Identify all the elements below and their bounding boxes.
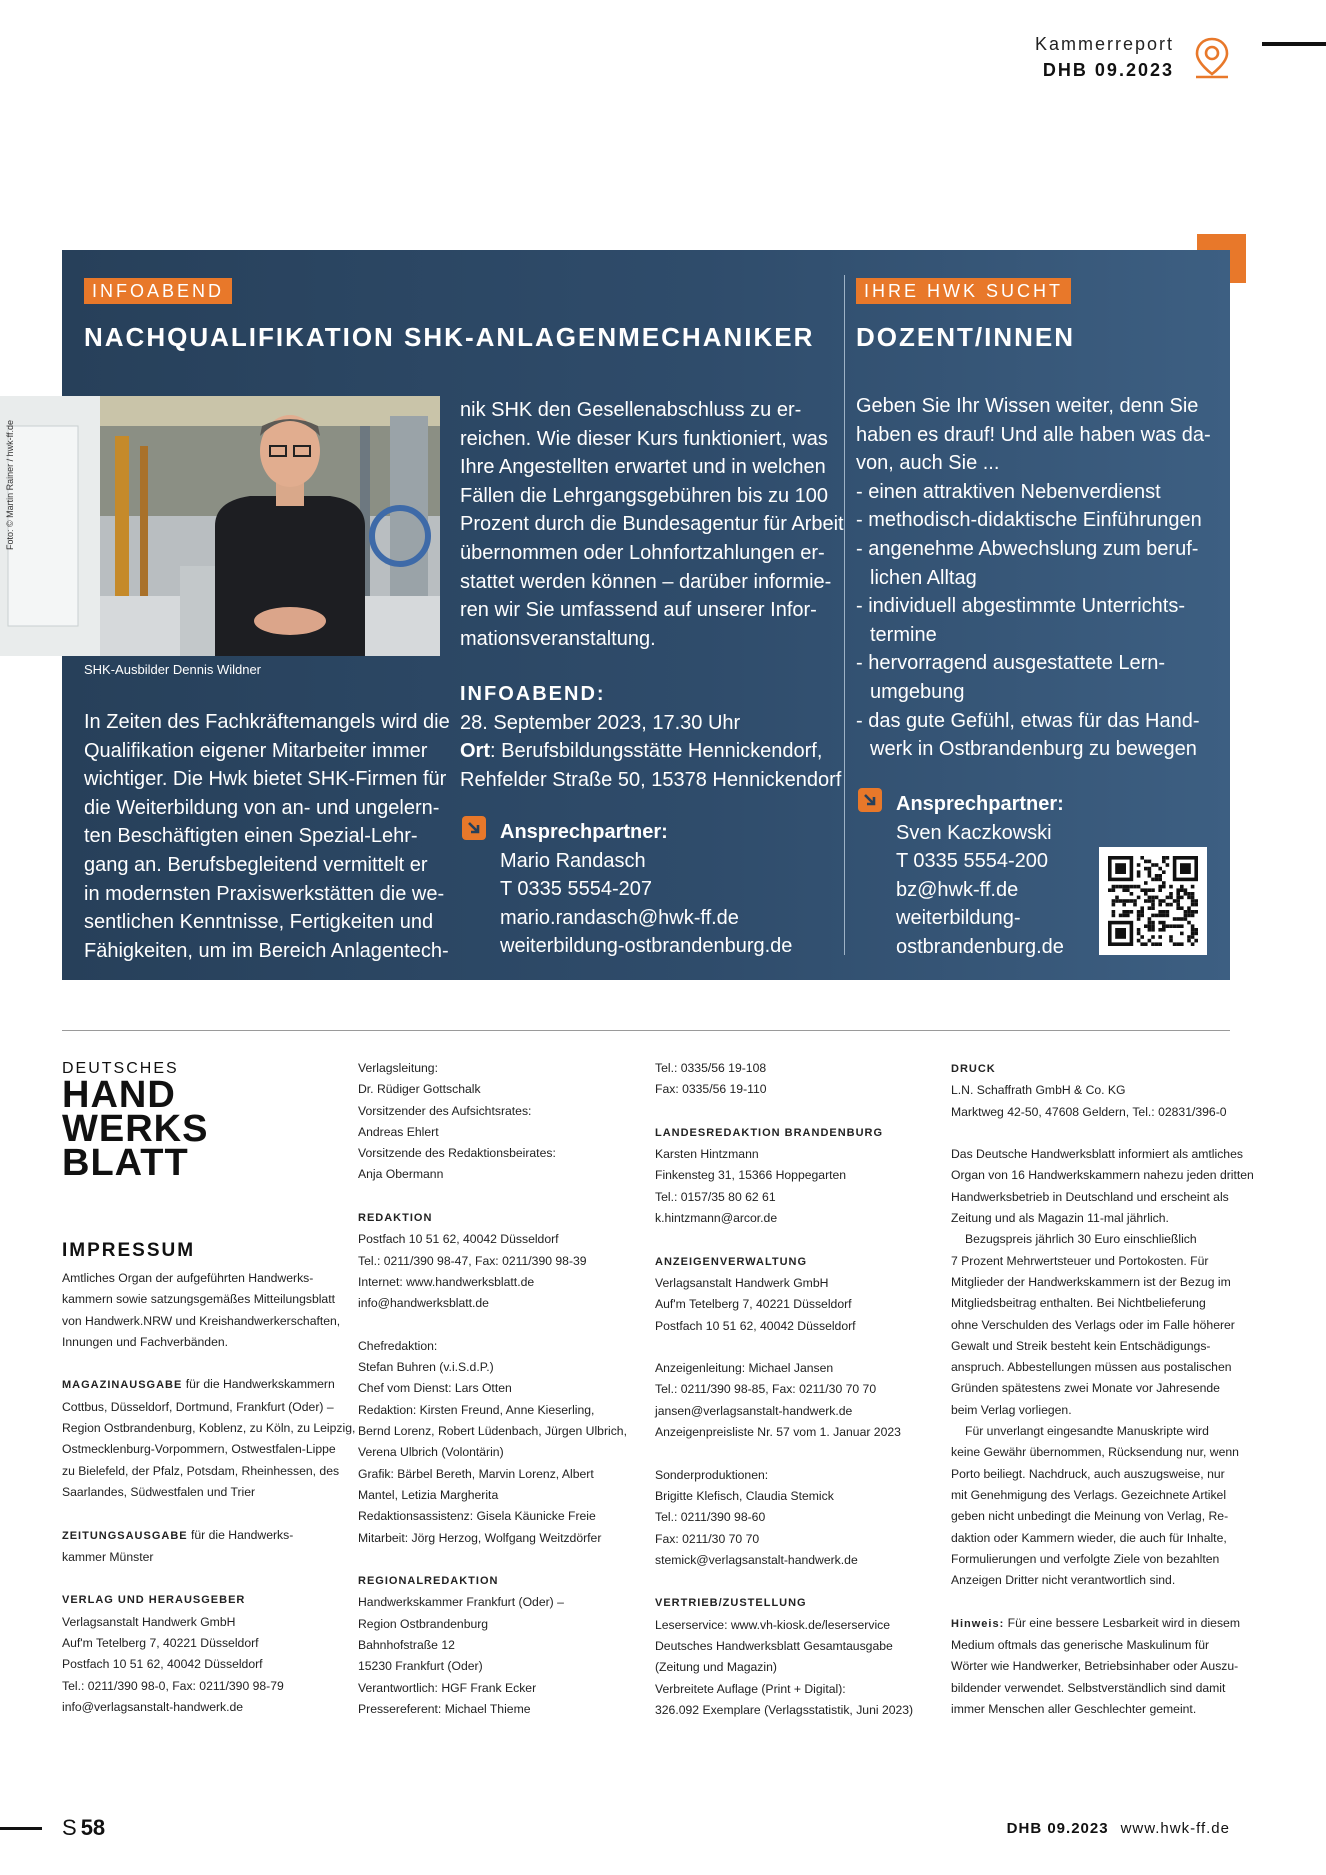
contact-right: [896, 790, 1064, 962]
contact-line: bz@hwk-ff.de: [896, 878, 1019, 901]
impressum-line: LANDESREDAKTION BRANDENBURG: [655, 1126, 884, 1139]
impressum-line: MAGAZINAUSGABE für die Handwerkskammern: [62, 1377, 335, 1392]
impressum-line: Grafik: Bärbel Bereth, Marvin Lorenz, Albert: [358, 1466, 594, 1481]
impressum-line: Innungen und Fachverbänden.: [62, 1334, 229, 1349]
column-divider: [844, 275, 845, 955]
body-line: stattet werden können – darüber informie-: [460, 570, 832, 593]
impressum-line: L.N. Schaffrath GmbH & Co. KG: [951, 1083, 1126, 1098]
contact-line: T 0335 5554-200: [896, 850, 1048, 873]
impressum-line: Vorsitzender des Aufsichtsrates:: [358, 1103, 532, 1118]
impressum-line: keine Gewähr übernommen, Rücksendung nur, wenn: [951, 1445, 1239, 1460]
contact-label: Ansprechpartner:: [896, 793, 1064, 815]
contact-label: Ansprechpartner:: [500, 821, 668, 843]
impressum-line: Saarlandes, Südwestfalen und Trier: [62, 1484, 256, 1499]
contact-line: T 0335 5554-207: [500, 878, 652, 901]
impressum-line: Postfach 10 51 62, 40042 Düsseldorf: [358, 1232, 559, 1247]
impressum-line: Fax: 0335/56 19-110: [655, 1082, 767, 1097]
impressum-line: Anzeigen Dritter nicht verantwortlich sind.: [951, 1573, 1176, 1588]
header-rule: [1262, 42, 1326, 46]
impressum-line: Zeitung und als Magazin 11-mal jährlich.: [951, 1211, 1169, 1226]
body-line: - methodisch-didaktische Einführungen: [856, 509, 1202, 532]
impressum-line: [951, 1123, 1254, 1144]
body-line: ren wir Sie umfassend auf unserer Infor-: [460, 599, 817, 622]
body-line: ten Beschäftigten einen Spezial-Lehr-: [84, 825, 418, 848]
impressum-line: REDAKTION: [358, 1212, 433, 1225]
impressum-line: Internet: www.handwerksblatt.de: [358, 1274, 535, 1289]
impressum-line: Medium oftmals das generische Maskulinum für: [951, 1638, 1210, 1653]
body-line: umgebung: [870, 680, 965, 703]
impressum-line: Gewalt und Streik besteht kein Entschädigungs-: [951, 1338, 1211, 1353]
impressum-line: Region Ostbrandenburg: [358, 1616, 489, 1631]
trainer-photo: [0, 396, 440, 656]
impressum-line: Leserservice: www.vh-kiosk.de/leserservice: [655, 1617, 891, 1632]
impressum-line: Das Deutsche Handwerksblatt informiert als amtliches: [951, 1147, 1243, 1162]
impressum-line: kammern sowie satzungsgemäßes Mitteilungsblatt: [62, 1292, 335, 1307]
impressum-line: Verena Ulbrich (Volontärin): [358, 1445, 504, 1460]
impressum-line: Bernd Lorenz, Robert Lüdenbach, Jürgen Ulbrich,: [358, 1424, 627, 1439]
impressum-line: Brigitte Klefisch, Claudia Stemick: [655, 1488, 834, 1503]
body-line: Ihre Angestellten erwartet und in welchen: [460, 456, 826, 479]
body-line: mationsveranstaltung.: [460, 627, 656, 650]
impressum-line: Tel.: 0157/35 80 62 61: [655, 1189, 776, 1204]
impressum-line: 15230 Frankfurt (Oder): [358, 1659, 483, 1674]
body-left-col1: [84, 708, 450, 965]
contact-line: weiterbildung-ostbrandenburg.de: [500, 935, 793, 958]
contact-line: Sven Kaczkowski: [896, 821, 1052, 844]
impressum-line: Verlagsanstalt Handwerk GmbH: [62, 1614, 236, 1629]
impressum-line: Stefan Buhren (v.i.S.d.P.): [358, 1360, 494, 1375]
impressum-line: Tel.: 0335/56 19-108: [655, 1061, 767, 1075]
impressum-line: Amtliches Organ der aufgeführten Handwerks-: [62, 1271, 314, 1285]
impressum-line: VERTRIEB/ZUSTELLUNG: [655, 1597, 807, 1610]
body-line: die Weiterbildung von an- und ungelern-: [84, 796, 440, 819]
impressum-line: Bahnhofstraße 12: [358, 1638, 455, 1653]
body-line: reichen. Wie dieser Kurs funktioniert, was: [460, 427, 828, 450]
impressum-line: Handwerksbetrieb in Deutschland und erscheint als: [951, 1189, 1229, 1204]
impressum-line: [358, 1315, 627, 1336]
arrow-icon: [858, 788, 882, 812]
impressum-line: beim Verlag vorliegen.: [951, 1402, 1072, 1417]
impressum-line: Mantel, Letizia Margherita: [358, 1487, 499, 1502]
impressum-line: Organ von 16 Handwerkskammern nahezu jeden dritten: [951, 1168, 1254, 1183]
body-line: Geben Sie Ihr Wissen weiter, denn Sie: [856, 395, 1199, 417]
arrow-icon: [462, 816, 486, 840]
footer-info: DHB 09.2023 www.hwk-ff.de: [1006, 1820, 1230, 1837]
qr-code[interactable]: [1099, 847, 1207, 955]
section-separator: [62, 1030, 1230, 1031]
body-line: nik SHK den Gesellenabschluss zu er-: [460, 399, 802, 421]
issue-label: DHB 09.2023: [1042, 60, 1174, 80]
impressum-line: mit Genehmigung des Verlags. Gezeichnete Artikel: [951, 1487, 1227, 1502]
svg-text:Foto: © Martin Rainer / hwk-ff: Foto: © Martin Rainer / hwk-ff.de: [5, 419, 15, 550]
body-line: Fähigkeiten, um im Bereich Anlagentech-: [84, 939, 449, 962]
photo-caption: SHK-Ausbilder Dennis Wildner: [84, 662, 262, 677]
impressum-line: Verantwortlich: HGF Frank Ecker: [358, 1680, 537, 1695]
contact-left: [500, 818, 792, 961]
body-line: - das gute Gefühl, etwas für das Hand-: [856, 709, 1200, 732]
event-date: 28. September 2023, 17.30 Uhr: [460, 711, 741, 734]
event-label: INFOABEND:: [460, 683, 606, 705]
impressum-line: ZEITUNGSAUSGABE für die Handwerks-: [62, 1527, 294, 1542]
impressum-line: geben nicht unbedingt die Meinung von Verlag, Re-: [951, 1509, 1229, 1524]
impressum-line: bildender verwendet. Selbstverständlich sind damit: [951, 1680, 1226, 1695]
contact-line: weiterbildung-: [896, 907, 1021, 930]
impressum-line: von Handwerk.NRW und Kreishandwerkerschaften,: [62, 1313, 341, 1328]
body-line: Qualifikation eigener Mitarbeiter immer: [84, 739, 428, 762]
impressum-line: Chefredaktion:: [358, 1338, 438, 1353]
impressum-line: Für unverlangt eingesandte Manuskripte wird: [965, 1424, 1209, 1439]
body-line: haben es drauf! Und alle haben was da-: [856, 423, 1211, 446]
impressum-line: daktion oder Kammern wieder, die auch für Inhalte,: [951, 1530, 1227, 1545]
impressum-line: [62, 1503, 355, 1524]
body-line: sentlichen Kenntnisse, Fertigkeiten und: [84, 911, 434, 934]
impressum-line: REGIONALREDAKTION: [358, 1575, 499, 1588]
body-line: von, auch Sie ...: [856, 452, 1000, 475]
photo-credit: [2, 410, 16, 550]
impressum-line: Deutsches Handwerksblatt Gesamtausgabe: [655, 1639, 893, 1654]
impressum-line: [358, 1186, 627, 1207]
event-place: Ort: Berufsbildungsstätte Hennickendorf,: [460, 740, 823, 763]
impressum-line: Auf'm Tetelberg 7, 40221 Düsseldorf: [655, 1297, 852, 1312]
impressum-line: Redaktion: Kirsten Freund, Anne Kieserling,: [358, 1402, 595, 1417]
impressum-line: DRUCK: [951, 1063, 996, 1075]
body-line: werk in Ostbrandenburg zu bewegen: [870, 738, 1197, 761]
body-line: gang an. Berufsbegleitend vermittelt er: [84, 853, 428, 876]
contact-line: mario.randasch@hwk-ff.de: [500, 906, 739, 929]
impressum-line: zu Bielefeld, der Pfalz, Potsdam, Rheinhessen, des: [62, 1463, 340, 1478]
impressum-line: [62, 1568, 355, 1589]
impressum-line: Ostmecklenburg-Vorpommern, Ostwestfalen-Lippe: [62, 1442, 336, 1457]
impressum-line: jansen@verlagsanstalt-handwerk.de: [655, 1403, 853, 1418]
event-address: Rehfelder Straße 50, 15378 Hennickendorf: [460, 768, 842, 791]
impressum-line: k.hintzmann@arcor.de: [655, 1211, 778, 1226]
impressum-col1: [62, 1268, 355, 1718]
impressum-line: Vorsitzende des Redaktionsbeirates:: [358, 1146, 556, 1161]
impressum-line: Verlagsleitung:: [358, 1061, 438, 1075]
contact-line: Mario Randasch: [500, 849, 646, 872]
impressum-line: [62, 1353, 355, 1374]
body-line: - angenehme Abwechslung zum beruf-: [856, 537, 1199, 560]
handwerksblatt-logo: [62, 1074, 209, 1184]
impressum-line: Anja Obermann: [358, 1167, 444, 1182]
impressum-line: Fax: 0211/30 70 70: [655, 1531, 760, 1546]
impressum-line: Mitglieder der Handwerkskammern ist der Bezug im: [951, 1274, 1231, 1289]
impressum-col3: [655, 1058, 913, 1721]
impressum-line: Anzeigenleitung: Michael Jansen: [655, 1361, 834, 1376]
impressum-line: [655, 1101, 913, 1122]
impressum-line: Verlagsanstalt Handwerk GmbH: [655, 1275, 829, 1290]
location-pin-icon: [1192, 36, 1232, 80]
impressum-line: 326.092 Exemplare (Verlagsstatistik, Juni 2023): [655, 1702, 914, 1717]
impressum-line: Tel.: 0211/390 98-47, Fax: 0211/390 98-39: [358, 1253, 587, 1268]
footer-rule: [0, 1827, 42, 1830]
impressum-line: ohne Verschulden des Verlags oder im Falle höherer: [951, 1317, 1235, 1332]
body-line: lichen Alltag: [870, 566, 977, 589]
impressum-line: [951, 1591, 1254, 1612]
impressum-title: IMPRESSUM: [62, 1240, 196, 1261]
impressum-line: info@handwerksblatt.de: [358, 1296, 489, 1311]
impressum-line: Bezugspreis jährlich 30 Euro einschließlich: [965, 1232, 1197, 1247]
impressum-line: Handwerkskammer Frankfurt (Oder) –: [358, 1595, 564, 1610]
body-line: in modernsten Praxiswerkstätten die we-: [84, 882, 445, 905]
impressum-line: Finkensteg 31, 15366 Hoppegarten: [655, 1168, 847, 1183]
impressum-line: Region Ostbrandenburg, Koblenz, zu Köln, zu Leipzig,: [62, 1421, 356, 1436]
body-line: - individuell abgestimmte Unterrichts-: [856, 595, 1186, 618]
body-line: übernommen oder Lohnfortzahlungen er-: [460, 541, 825, 564]
body-left-col2: [460, 396, 844, 653]
body-line: In Zeiten des Fachkräftemangels wird die: [84, 711, 450, 733]
impressum-line: Gründen spätestens zwei Monate vor Jahresende: [951, 1381, 1220, 1396]
body-line: - einen attraktiven Nebenverdienst: [856, 480, 1161, 503]
impressum-line: [655, 1571, 913, 1592]
body-line: termine: [870, 623, 937, 646]
impressum-line: Anzeigenpreisliste Nr. 57 vom 1. Januar 2023: [655, 1425, 901, 1440]
impressum-line: 7 Prozent Mehrwertsteuer und Portokosten. Für: [951, 1253, 1209, 1268]
impressum-line: Mitgliedsbeitrag enthalten. Bei Nichtbelieferung: [951, 1296, 1206, 1311]
impressum-line: Tel.: 0211/390 98-60: [655, 1510, 766, 1525]
impressum-line: Dr. Rüdiger Gottschalk: [358, 1082, 481, 1097]
body-line: Fällen die Lehrgangsgebühren bis zu 100: [460, 484, 829, 507]
impressum-col4: [951, 1058, 1254, 1720]
impressum-line: Andreas Ehlert: [358, 1124, 439, 1139]
headline-left: NACHQUALIFIKATION SHK-ANLAGENMECHANIKER: [84, 322, 815, 352]
impressum-line: Hinweis: Für eine bessere Lesbarkeit wird in diesem: [951, 1615, 1240, 1630]
tag-infoabend: INFOABEND: [84, 278, 232, 304]
body-right: [856, 392, 1211, 764]
event-info: [460, 680, 841, 794]
impressum-line: immer Menschen aller Geschlechter gemeint.: [951, 1701, 1197, 1716]
impressum-line: Tel.: 0211/390 98-0, Fax: 0211/390 98-79: [62, 1678, 284, 1693]
impressum-line: Postfach 10 51 62, 40042 Düsseldorf: [655, 1318, 856, 1333]
impressum-line: Formulierungen und verfolgte Ziele von bezahlten: [951, 1551, 1220, 1566]
impressum-line: Wörter wie Handwerker, Betriebsinhaber oder Auszu-: [951, 1659, 1239, 1674]
impressum-line: Pressereferent: Michael Thieme: [358, 1701, 531, 1716]
impressum-line: Sonderproduktionen:: [655, 1467, 769, 1482]
impressum-line: [655, 1443, 913, 1464]
logo-line: BLATT: [62, 1142, 189, 1184]
page-number: S 58: [62, 1815, 106, 1840]
impressum-line: ANZEIGENVERWALTUNG: [655, 1255, 808, 1268]
body-line: - hervorragend ausgestattete Lern-: [856, 652, 1166, 675]
impressum-line: [655, 1229, 913, 1250]
impressum-line: Marktweg 42-50, 47608 Geldern, Tel.: 02831/396-0: [951, 1104, 1227, 1119]
headline-right: DOZENT/INNEN: [856, 322, 1075, 352]
impressum-line: Tel.: 0211/390 98-85, Fax: 0211/30 70 70: [655, 1382, 877, 1397]
impressum-line: Auf'm Tetelberg 7, 40221 Düsseldorf: [62, 1636, 259, 1651]
section-title: Kammerreport: [1034, 34, 1174, 54]
impressum-line: [655, 1337, 913, 1358]
tag-hwk-sucht: IHRE HWK SUCHT: [856, 278, 1071, 304]
impressum-line: Verbreitete Auflage (Print + Digital):: [655, 1681, 846, 1696]
logo-prefix: DEUTSCHES: [62, 1060, 179, 1077]
impressum-line: Mitarbeit: Jörg Herzog, Wolfgang Weitzdörfer: [358, 1530, 602, 1545]
impressum-line: Karsten Hintzmann: [655, 1147, 759, 1162]
impressum-line: Cottbus, Düsseldorf, Dortmund, Frankfurt (Oder) –: [62, 1399, 334, 1414]
impressum-line: info@verlagsanstalt-handwerk.de: [62, 1699, 244, 1714]
impressum-line: kammer Münster: [62, 1549, 154, 1564]
contact-line: ostbrandenburg.de: [896, 935, 1064, 958]
logo-line: HAND: [62, 1074, 176, 1116]
impressum-line: anspruch. Abbestellungen müssen aus postalischen: [951, 1360, 1232, 1375]
logo-line: WERKS: [62, 1108, 209, 1150]
impressum-line: (Zeitung und Magazin): [655, 1660, 777, 1675]
impressum-line: [358, 1549, 627, 1570]
impressum-line: Redaktionsassistenz: Gisela Käunicke Freie: [358, 1509, 596, 1524]
impressum-col2: [358, 1058, 627, 1720]
impressum-line: Postfach 10 51 62, 40042 Düsseldorf: [62, 1657, 263, 1672]
impressum-line: VERLAG UND HERAUSGEBER: [62, 1594, 246, 1607]
impressum-line: stemick@verlagsanstalt-handwerk.de: [655, 1552, 858, 1567]
body-line: Prozent durch die Bundesagentur für Arbeit: [460, 513, 844, 536]
impressum-line: Porto beiliegt. Nachdruck, auch auszugsweise, nur: [951, 1466, 1225, 1481]
impressum-line: Chef vom Dienst: Lars Otten: [358, 1381, 512, 1396]
body-line: wichtiger. Die Hwk bietet SHK-Firmen für: [84, 768, 447, 791]
